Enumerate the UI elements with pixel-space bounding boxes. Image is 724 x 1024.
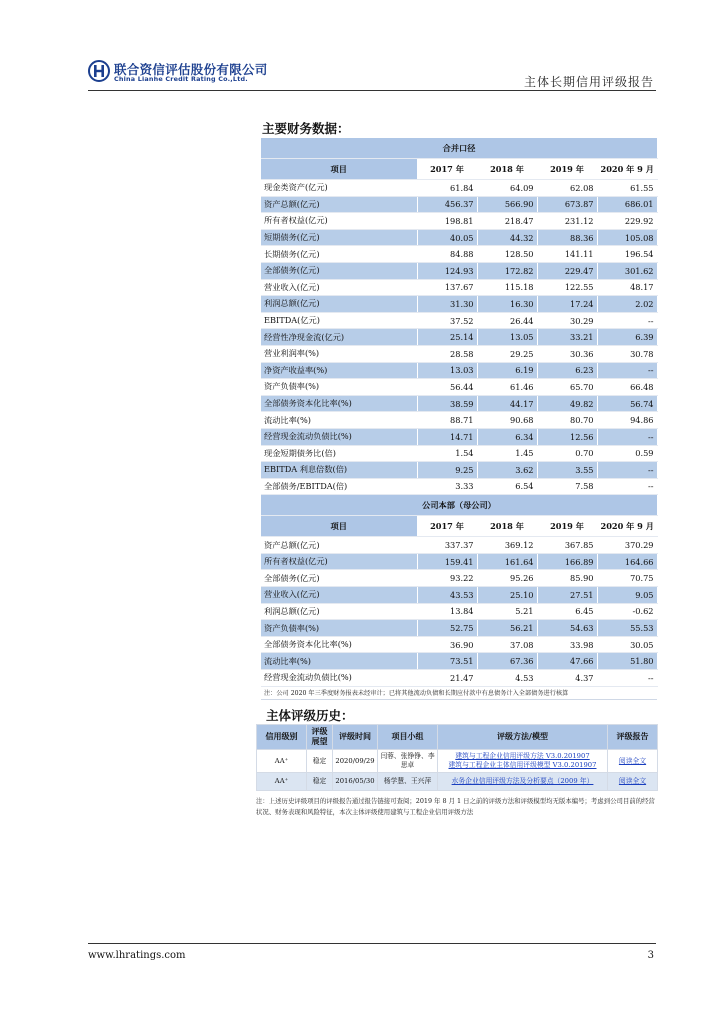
row-value: 65.70 [537,379,597,396]
report-link[interactable]: 阅读全文 [618,777,647,785]
column-header: 项目 [261,516,417,537]
company-name-cn: 联合资信评估股份有限公司 [114,62,268,77]
row-value: 14.71 [417,428,477,445]
row-value: 105.08 [597,229,657,246]
row-label: 经营性净现金流(亿元) [261,329,417,346]
row-value: 3.55 [537,462,597,479]
financial-note: 注：公司 2020 年三季度财务报表未经审计；已将其他流动负债和长期应付款中有息债务计入全部债务进行核算 [261,686,657,699]
row-value: 88.71 [417,412,477,429]
row-label: 流动比率(%) [261,412,417,429]
rating-date: 2016/05/30 [333,773,378,791]
row-value: 3.33 [417,478,477,495]
rating-outlook: 稳定 [307,773,333,791]
table-row [261,345,657,362]
rating-team: 杨学慧、王兴萍 [378,773,438,791]
page-header [88,58,656,92]
table-row [261,653,657,670]
row-value: 12.56 [537,428,597,445]
rating-team: 闫蓉、张铮铮、李思卓 [378,750,438,773]
row-value: 0.59 [597,445,657,462]
table-row [257,750,658,773]
row-value: 56.44 [417,379,477,396]
column-header-row [261,516,657,537]
row-value: -- [597,478,657,495]
row-value: 29.25 [477,345,537,362]
row-value: 13.05 [477,329,537,346]
table-row [261,428,657,445]
row-value: 128.50 [477,246,537,263]
row-value: 5.21 [477,603,537,620]
row-value: 0.70 [537,445,597,462]
row-value: 367.85 [537,537,597,554]
row-label: 净资产收益率(%) [261,362,417,379]
row-value: 6.34 [477,428,537,445]
rating-methods [438,773,608,791]
rating-report [608,750,658,773]
row-value: 31.30 [417,296,477,313]
rating-outlook: 稳定 [307,750,333,773]
history-header-row [257,725,658,750]
row-label: EBITDA 利息倍数(倍) [261,462,417,479]
row-value: 36.90 [417,636,477,653]
row-value: 3.62 [477,462,537,479]
row-label: 经营现金流动负债比(%) [261,428,417,445]
financial-note-row [261,686,657,699]
history-note: 注：上述历史评级项目的评级报告通过报告链接可查阅；2019 年 8 月 1 日之前的评级方法和评级模型均无版本编号；考虑到公司目前的经营状况、财务表现和风险特征，本次主体评级使用建筑与工程企业信用评级方法 [256,797,655,816]
row-value: -- [597,428,657,445]
row-value: 7.58 [537,478,597,495]
row-value: 67.36 [477,653,537,670]
row-value: 93.22 [417,570,477,587]
row-label: 所有者权益(亿元) [261,213,417,230]
row-value: 370.29 [597,537,657,554]
row-value: -- [597,462,657,479]
table-row [261,603,657,620]
row-value: 6.23 [537,362,597,379]
row-value: 64.09 [477,180,537,197]
row-value: 44.32 [477,229,537,246]
row-value: 90.68 [477,412,537,429]
table-row [261,537,657,554]
row-value: 88.36 [537,229,597,246]
column-header: 2018 年 [477,159,537,180]
row-value: 61.46 [477,379,537,396]
row-label: 资产负债率(%) [261,620,417,637]
table-row [261,445,657,462]
row-value: 166.89 [537,553,597,570]
row-value: 4.37 [537,670,597,687]
history-col-header: 评级展望 [307,725,333,750]
method-link[interactable]: 水务企业信用评级方法及分析要点（2009 年） [451,777,594,785]
row-value: 70.75 [597,570,657,587]
row-value: 43.53 [417,587,477,604]
table-row [261,587,657,604]
history-col-header: 项目小组 [378,725,438,750]
row-value: 25.14 [417,329,477,346]
row-label: 全部债务(亿元) [261,262,417,279]
row-value: 164.66 [597,553,657,570]
row-label: 短期债务(亿元) [261,229,417,246]
row-value: 30.29 [537,312,597,329]
row-label: 全部债务(亿元) [261,570,417,587]
rating-level: AA⁺ [257,750,307,773]
table-row [261,570,657,587]
column-header: 2017 年 [417,159,477,180]
lianhe-logo-icon [88,60,110,82]
row-value: 1.45 [477,445,537,462]
row-label: 所有者权益(亿元) [261,553,417,570]
row-value: 566.90 [477,196,537,213]
row-value: 33.21 [537,329,597,346]
table-row [261,412,657,429]
row-value: 33.98 [537,636,597,653]
financial-table [261,138,658,700]
footer-divider [88,943,656,944]
table-row [261,379,657,396]
history-col-header: 评级报告 [608,725,658,750]
row-value: 301.62 [597,262,657,279]
header-divider [88,90,656,91]
row-label: 营业利润率(%) [261,345,417,362]
row-value: 48.17 [597,279,657,296]
report-link[interactable]: 阅读全文 [618,756,647,765]
row-value: 369.12 [477,537,537,554]
parent-section-caption: 公司本部（母公司） [261,495,657,516]
row-value: 122.55 [537,279,597,296]
row-value: 456.37 [417,196,477,213]
row-label: 长期债务(亿元) [261,246,417,263]
row-label: 资产总额(亿元) [261,196,417,213]
row-value: 73.51 [417,653,477,670]
row-label: 利润总额(亿元) [261,603,417,620]
table-row [261,462,657,479]
column-header: 2020 年 9 月 [597,159,657,180]
row-value: 673.87 [537,196,597,213]
company-name-en: China Lianhe Credit Rating Co.,Ltd. [114,75,248,83]
column-header: 2019 年 [537,159,597,180]
row-value: 26.44 [477,312,537,329]
column-header: 2020 年 9 月 [597,516,657,537]
table-row [257,773,658,791]
table-row [261,553,657,570]
rating-report [608,773,658,791]
row-value: 85.90 [537,570,597,587]
row-value: 95.26 [477,570,537,587]
history-section-title: 主体评级历史： [266,708,354,723]
row-value: 56.74 [597,395,657,412]
row-value: 13.84 [417,603,477,620]
row-label: 营业收入(亿元) [261,587,417,604]
row-value: 2.02 [597,296,657,313]
row-value: 47.66 [537,653,597,670]
model-link[interactable]: 建筑与工程企业主体信用评级模型 V3.0.201907 [448,761,597,769]
row-value: -- [597,670,657,687]
row-value: 159.41 [417,553,477,570]
row-value: 28.58 [417,345,477,362]
consolidated-section-caption: 合并口径 [261,138,657,159]
row-label: 资产总额(亿元) [261,537,417,554]
row-value: 66.48 [597,379,657,396]
table-row [261,395,657,412]
row-label: EBITDA(亿元) [261,312,417,329]
row-value: 218.47 [477,213,537,230]
row-value: 229.47 [537,262,597,279]
row-value: 80.70 [537,412,597,429]
parent-section [261,495,657,516]
row-label: 全部债务/EBITDA(倍) [261,478,417,495]
rating-level: AA⁺ [257,773,307,791]
column-header-row [261,159,657,180]
row-value: 196.54 [597,246,657,263]
row-value: 9.25 [417,462,477,479]
table-row [261,620,657,637]
column-header: 2018 年 [477,516,537,537]
row-value: 1.54 [417,445,477,462]
row-value: 6.45 [537,603,597,620]
method-link[interactable]: 建筑与工程企业信用评级方法 V3.0.201907 [455,752,590,760]
row-value: 115.18 [477,279,537,296]
history-col-header: 信用级别 [257,725,307,750]
row-value: 231.12 [537,213,597,230]
row-value: 9.05 [597,587,657,604]
row-value: 30.36 [537,345,597,362]
row-value: 6.19 [477,362,537,379]
rating-history-table [256,724,658,791]
row-value: 124.93 [417,262,477,279]
row-value: 55.53 [597,620,657,637]
row-value: 61.55 [597,180,657,197]
row-value: 16.30 [477,296,537,313]
row-value: -0.62 [597,603,657,620]
row-value: 4.53 [477,670,537,687]
table-row [261,636,657,653]
row-label: 资产负债率(%) [261,379,417,396]
table-row [261,229,657,246]
row-label: 全部债务资本化比率(%) [261,636,417,653]
row-value: 37.52 [417,312,477,329]
table-row [261,279,657,296]
column-header: 项目 [261,159,417,180]
rating-methods [438,750,608,773]
row-value: 51.80 [597,653,657,670]
report-type: 主体长期信用评级报告 [523,75,654,89]
row-value: 13.03 [417,362,477,379]
row-value: 37.08 [477,636,537,653]
table-row [261,213,657,230]
rating-date: 2020/09/29 [333,750,378,773]
row-value: 686.01 [597,196,657,213]
footer-url[interactable]: www.lhratings.com [88,950,186,961]
table-row [261,312,657,329]
history-col-header: 评级方法/模型 [438,725,608,750]
table-row [261,670,657,687]
row-value: -- [597,362,657,379]
column-header: 2017 年 [417,516,477,537]
row-label: 营业收入(亿元) [261,279,417,296]
row-value: 27.51 [537,587,597,604]
row-value: 52.75 [417,620,477,637]
row-label: 现金类资产(亿元) [261,180,417,197]
row-value: 54.63 [537,620,597,637]
row-value: 161.64 [477,553,537,570]
row-value: 172.82 [477,262,537,279]
table-row [261,246,657,263]
history-col-header: 评级时间 [333,725,378,750]
row-label: 流动比率(%) [261,653,417,670]
row-value: 198.81 [417,213,477,230]
row-value: 30.05 [597,636,657,653]
row-value: 30.78 [597,345,657,362]
row-value: 6.39 [597,329,657,346]
row-value: 229.92 [597,213,657,230]
row-value: 61.84 [417,180,477,197]
row-label: 现金短期债务比(倍) [261,445,417,462]
row-value: 94.86 [597,412,657,429]
row-value: 38.59 [417,395,477,412]
table-row [261,478,657,495]
row-value: 62.08 [537,180,597,197]
column-header: 2019 年 [537,516,597,537]
row-label: 利润总额(亿元) [261,296,417,313]
page-number: 3 [647,950,654,961]
row-value: 6.54 [477,478,537,495]
financial-section-title: 主要财务数据： [262,121,350,136]
table-row [261,362,657,379]
table-row [261,329,657,346]
consolidated-section [261,138,657,159]
table-row [261,180,657,197]
table-row [261,196,657,213]
row-value: 40.05 [417,229,477,246]
row-value: 141.11 [537,246,597,263]
table-row [261,262,657,279]
row-value: 21.47 [417,670,477,687]
row-value: -- [597,312,657,329]
row-value: 84.88 [417,246,477,263]
row-value: 56.21 [477,620,537,637]
row-value: 25.10 [477,587,537,604]
row-label: 全部债务资本化比率(%) [261,395,417,412]
row-label: 经营现金流动负债比(%) [261,670,417,687]
table-row [261,296,657,313]
row-value: 337.37 [417,537,477,554]
row-value: 44.17 [477,395,537,412]
row-value: 49.82 [537,395,597,412]
row-value: 137.67 [417,279,477,296]
row-value: 17.24 [537,296,597,313]
